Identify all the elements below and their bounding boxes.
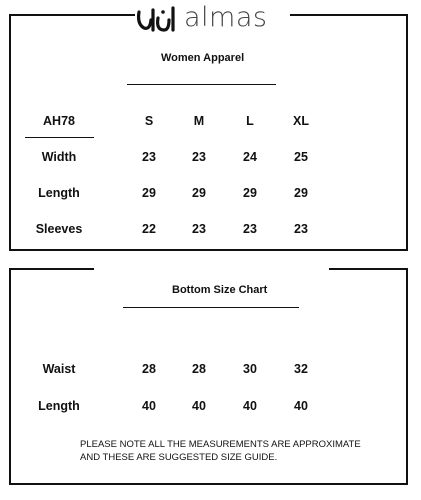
cell-width-m: 23 — [192, 150, 206, 164]
brand-logo — [136, 4, 286, 38]
cell-length-l: 29 — [243, 186, 257, 200]
top-box-right-border — [406, 14, 408, 251]
header-size-s: S — [144, 114, 154, 128]
bottom-chart-title: Bottom Size Chart — [172, 284, 268, 296]
cell-bottom-length-3: 40 — [243, 399, 257, 413]
top-box-top-right-border — [290, 14, 408, 16]
bottom-box-top-left-border — [9, 268, 94, 270]
measurement-note — [80, 438, 380, 464]
top-box-bottom-border — [9, 249, 408, 251]
cell-sleeves-l: 23 — [243, 222, 257, 236]
cell-bottom-length-4: 40 — [294, 399, 308, 413]
style-code-underline — [25, 137, 94, 138]
cell-length-xl: 29 — [294, 186, 308, 200]
cell-waist-3: 30 — [243, 362, 257, 376]
cell-length-m: 29 — [192, 186, 206, 200]
row-label-sleeves: Sleeves — [35, 222, 83, 236]
header-style-code: AH78 — [43, 114, 75, 128]
bottom-box-top-right-border — [329, 268, 408, 270]
header-size-m: M — [193, 114, 205, 128]
note-line-1: PLEASE NOTE ALL THE MEASUREMENTS ARE APPROXIMATE — [80, 439, 361, 450]
header-size-xl: XL — [293, 114, 309, 128]
bottom-box-left-border — [9, 268, 11, 485]
almas-logo-mark-icon — [136, 6, 180, 36]
cell-width-xl: 25 — [294, 150, 308, 164]
cell-waist-4: 32 — [294, 362, 308, 376]
cell-sleeves-s: 22 — [142, 222, 156, 236]
top-chart-title: Women Apparel — [161, 52, 245, 64]
cell-length-s: 29 — [142, 186, 156, 200]
row-label-waist: Waist — [42, 362, 76, 376]
top-box-left-border — [9, 14, 11, 251]
header-size-l: L — [246, 114, 254, 128]
top-box-top-left-border — [9, 14, 135, 16]
cell-bottom-length-1: 40 — [142, 399, 156, 413]
row-label-bottom-length: Length — [38, 399, 80, 413]
cell-waist-1: 28 — [142, 362, 156, 376]
cell-sleeves-xl: 23 — [294, 222, 308, 236]
bottom-box-bottom-border — [9, 483, 408, 485]
top-title-divider — [127, 84, 276, 85]
row-label-width: Width — [41, 150, 77, 164]
cell-sleeves-m: 23 — [192, 222, 206, 236]
cell-waist-2: 28 — [192, 362, 206, 376]
bottom-box-right-border — [406, 268, 408, 485]
bottom-title-divider — [123, 307, 299, 308]
cell-width-s: 23 — [142, 150, 156, 164]
cell-width-l: 24 — [243, 150, 257, 164]
cell-bottom-length-2: 40 — [192, 399, 206, 413]
note-line-2: AND THESE ARE SUGGESTED SIZE GUIDE. — [80, 452, 278, 463]
row-label-length: Length — [38, 186, 80, 200]
brand-name: almas — [184, 2, 268, 33]
